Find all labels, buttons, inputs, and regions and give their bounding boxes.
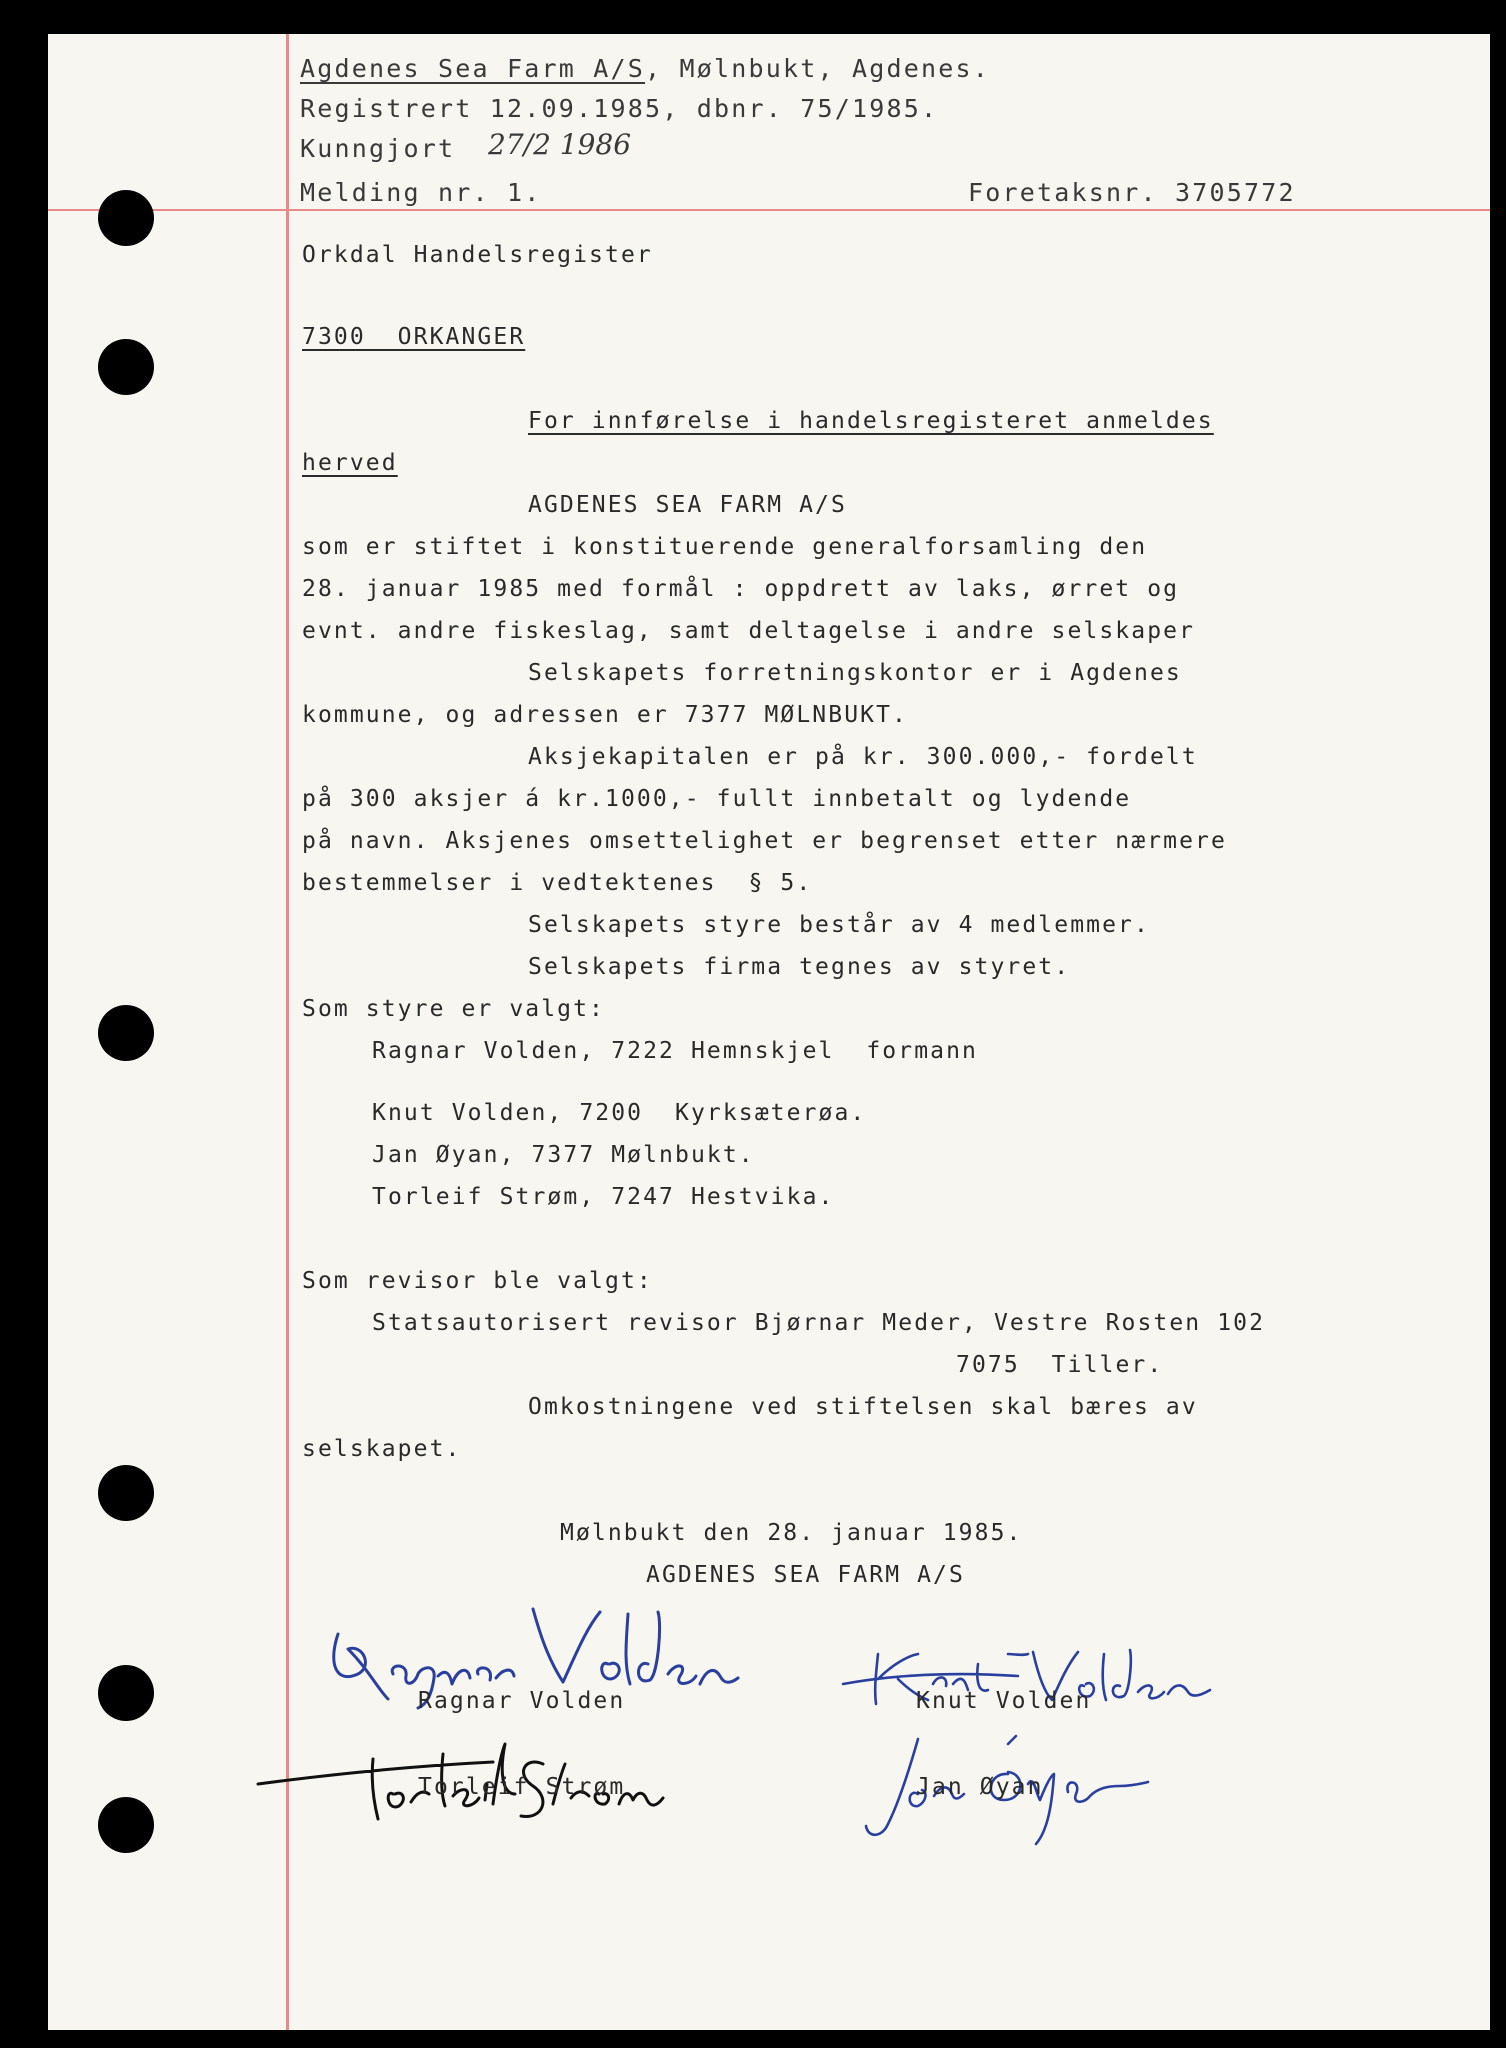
company-name: Agdenes Sea Farm A/S [300,54,646,83]
auditor-line: 7075 Tiller. [956,1352,1164,1378]
recipient-name: Orkdal Handelsregister [302,242,653,268]
punch-hole [98,190,154,246]
body-line: som er stiftet i konstituerende generalforsamling den [302,534,1148,560]
costs-line: selskapet. [302,1436,462,1462]
board-heading: Som styre er valgt: [302,996,605,1022]
body-line: Aksjekapitalen er på kr. 300.000,- fordelt [528,744,1198,770]
body-line: på navn. Aksjenes omsettelighet er begrenset etter nærmere [302,828,1227,854]
margin-rule [286,34,289,2030]
punch-hole [98,339,154,395]
announced-date-handwritten: 27/2 1986 [488,128,632,161]
intro-line-2: herved [302,450,398,476]
document-page [48,34,1490,2030]
recipient-postal: 7300 ORKANGER [302,324,526,350]
place-date: Mølnbukt den 28. januar 1985. [560,1520,1023,1546]
signatory-name: Knut Volden [916,1688,1092,1714]
body-line: bestemmelser i vedtektenes § 5. [302,870,813,896]
body-line: evnt. andre fiskeslag, samt deltagelse i andre selskaper [302,618,1196,644]
board-member: Jan Øyan, 7377 Mølnbukt. [372,1142,755,1168]
closing-company: AGDENES SEA FARM A/S [646,1562,965,1588]
body-line: Selskapets styre består av 4 medlemmer. [528,912,1150,938]
body-line: på 300 aksjer á kr.1000,- fullt innbetalt og lydende [302,786,1132,812]
costs-line: Omkostningene ved stiftelsen skal bæres av [528,1394,1198,1420]
board-member: Torleif Strøm, 7247 Hestvika. [372,1184,835,1210]
punch-hole [98,1465,154,1521]
intro-line-1: For innførelse i handelsregisteret anmeldes [528,408,1214,434]
body-line: kommune, og adressen er 7377 MØLNBUKT. [302,702,908,728]
registration-line: Registrert 12.09.1985, dbnr. 75/1985. [300,94,939,123]
punch-hole [98,1665,154,1721]
auditor-line: Statsautorisert revisor Bjørnar Meder, Vestre Rosten 102 [372,1310,1266,1336]
body-line: Selskapets firma tegnes av styret. [528,954,1071,980]
board-member: Ragnar Volden, 7222 Hemnskjel formann [372,1038,978,1064]
punch-hole [98,1797,154,1853]
company-place: , Mølnbukt, Agdenes. [645,54,991,83]
announced-label: Kunngjort [300,134,456,163]
body-line: 28. januar 1985 med formål : oppdrett av laks, ørret og [302,576,1180,602]
signatory-name: Torleif Strøm [418,1774,626,1800]
signatory-name: Jan Øyan [916,1774,1044,1800]
body-line: Selskapets forretningskontor er i Agdenes [528,660,1182,686]
company-name-caps: AGDENES SEA FARM A/S [528,492,847,518]
enterprise-number: Foretaksnr. 3705772 [968,178,1296,207]
punch-hole [98,1005,154,1061]
auditor-heading: Som revisor ble valgt: [302,1268,653,1294]
header-company-line [300,54,990,83]
header-rule [48,209,1490,211]
signatory-name: Ragnar Volden [418,1688,626,1714]
message-number: Melding nr. 1. [300,178,542,207]
board-member: Knut Volden, 7200 Kyrksæterøa. [372,1100,867,1126]
